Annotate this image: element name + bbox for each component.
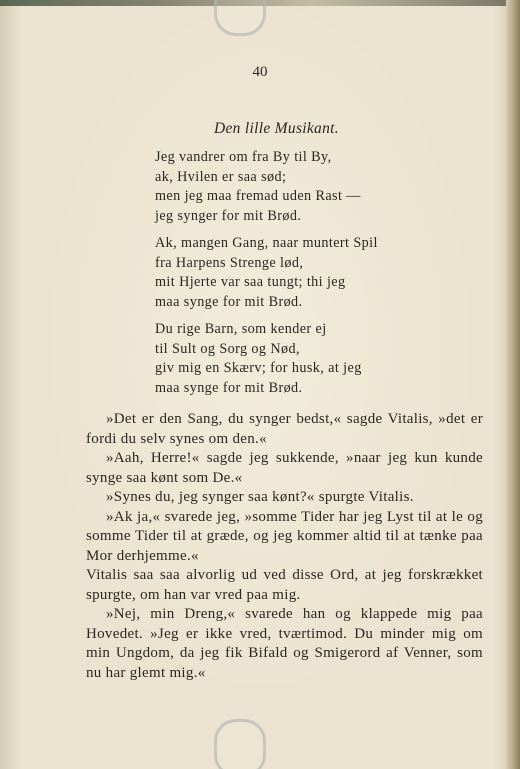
paper-clip-bottom: [214, 719, 266, 769]
poem-line: Ak, mangen Gang, naar muntert Spil: [155, 235, 378, 251]
poem-line: maa synge for mit Brød.: [155, 293, 303, 310]
prose-paragraph: Vitalis saa saa alvorlig ud ved disse Ord, at jeg forskrækket spurgte, om han var vred paa mig.: [86, 567, 483, 603]
poem-line: Du rige Barn, som kender ej: [155, 321, 327, 337]
paper-clip-top: [214, 0, 266, 36]
poem-line: giv mig en Skærv; for husk, at jeg: [155, 360, 362, 376]
poem-line: men jeg maa fremad uden Rast —: [155, 188, 361, 204]
prose-paragraph: »Det er den Sang, du synger bedst,« sagde Vitalis, »det er fordi du selv synes om den.«: [86, 411, 483, 447]
poem-line: mit Hjerte var saa tungt; thi jeg: [155, 274, 346, 290]
poem-line: Jeg vandrer om fra By til By,: [155, 149, 332, 165]
poem-title: Den lille Musikant.: [214, 120, 339, 137]
poem-line: maa synge for mit Brød.: [155, 379, 303, 396]
prose-paragraph: »Nej, min Dreng,« svarede han og klappede mig paa Hovedet. »Jeg er ikke vred, tværtimod. Du minder mig om min Ungdom, da jeg fik Bifald og Smigerord af Venner, som nu har glemt mig.«: [86, 606, 483, 681]
page-number: 40: [252, 64, 268, 80]
prose-paragraph: »Synes du, jeg synger saa kønt?« spurgte Vitalis.: [106, 489, 414, 505]
poem-stanza-2: [155, 234, 415, 312]
poem-line: til Sult og Sorg og Nød,: [155, 340, 300, 357]
prose-paragraph: »Ak ja,« svarede jeg, »somme Tider har jeg Lyst til at le og somme Tider til at græde, og jeg kommer altid til at tænke paa Mor derhjemme.«: [86, 508, 483, 564]
poem-stanza-3: [155, 320, 415, 398]
page-right-edge: [506, 0, 520, 769]
poem-line: jeg synger for mit Brød.: [155, 207, 302, 224]
poem-line: ak, Hvilen er saa sød;: [155, 168, 287, 185]
prose-body: [86, 410, 483, 683]
prose-paragraph: »Aah, Herre!« sagde jeg sukkende, »naar jeg kun kunde synge saa kønt som De.«: [86, 450, 483, 486]
poem-stanza-1: [155, 148, 415, 226]
poem-line: fra Harpens Strenge lød,: [155, 254, 304, 271]
